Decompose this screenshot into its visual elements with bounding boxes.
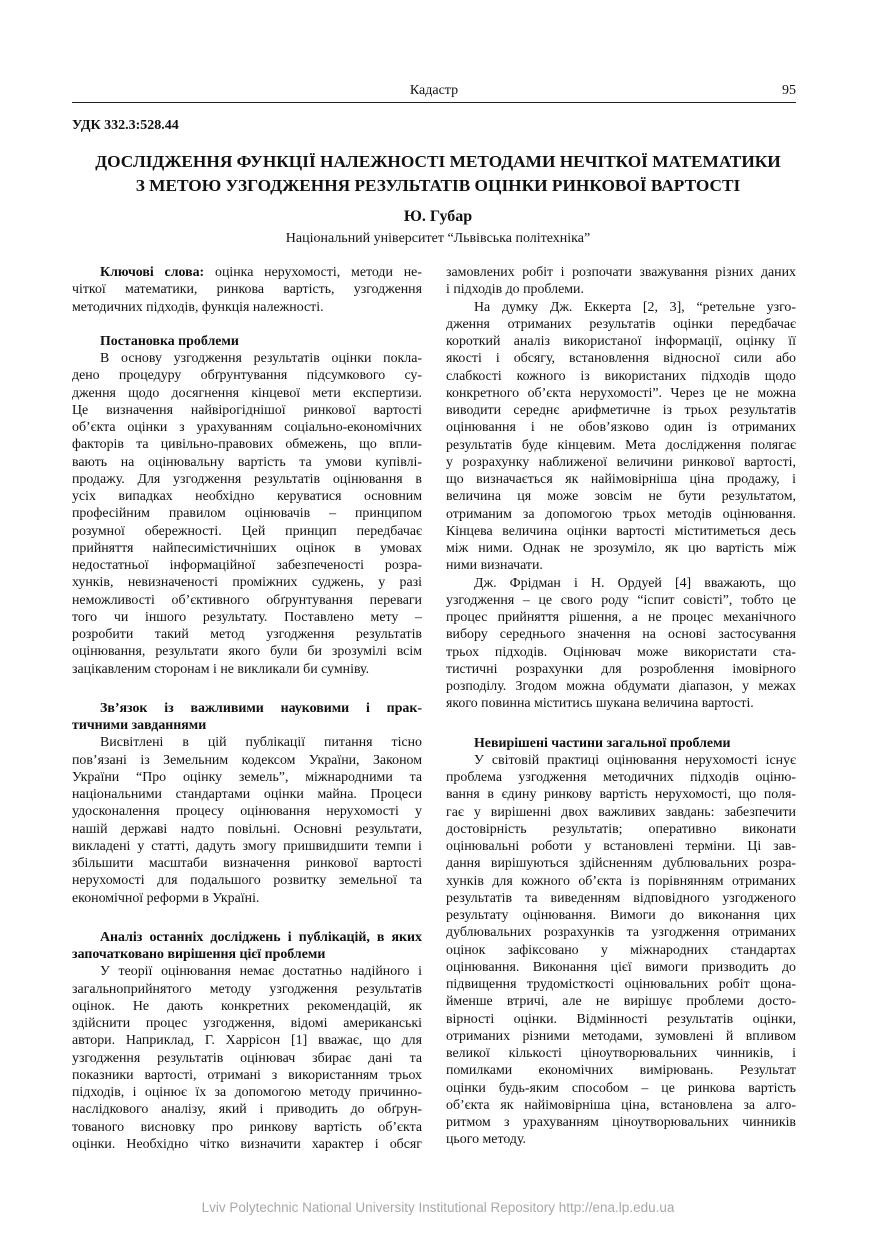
text-line: отриманих різними методами, зумовлені й впливом [446, 1028, 796, 1044]
text-line: підвищення трудомісткості оцінювальних робіт щона- [446, 977, 796, 992]
text-line: підходів, і оцінює їх за допомогою методу причинно- [72, 1085, 422, 1100]
text-line: викладені у статті, дадуть змогу пришвидшити темпи і [72, 838, 422, 854]
text-line: здійснити процес узгодження, відомі американські [72, 1016, 422, 1031]
text-line: В основу узгодження результатів оцінки покла- [100, 351, 422, 366]
author: Ю. Губар [403, 208, 473, 225]
keywords-label: Ключові слова: [100, 265, 205, 280]
text-line: великої кількості ціноутворювальних чинників, і [446, 1046, 796, 1061]
text-line: Невирішені частини загальної проблеми [474, 735, 731, 751]
text-line: методичних підходів, функція належності. [72, 299, 324, 315]
paragraph [72, 963, 422, 1153]
affiliation: Національний університет “Львівська політехніка” [285, 231, 591, 246]
text-line: помилками економічних вимірювань. Результат [446, 1063, 796, 1079]
text-line: трьох підходів. Оцінювач може використати ста- [446, 644, 796, 660]
section-heading [72, 929, 422, 964]
text-line: вірності оцінки. Відмінності результатів оцінки, [446, 1011, 796, 1027]
text-line: нашій державі надто повільні. Основні результати, [72, 821, 422, 837]
text-line: оцінювання, результати якого були би зрозумілі всім [72, 644, 422, 660]
text-line: У світовій практиці оцінювання нерухомості існує [474, 752, 796, 768]
text-line: національними стандартами оцінки майна. Процеси [72, 787, 422, 802]
text-line: дання вирішуються здійсненням дублювальних розра- [446, 856, 796, 872]
text-line: прийняття найпесимістичніших оцінок в умовах [72, 540, 422, 556]
paragraph [446, 299, 796, 575]
text-line: і підходів до проблеми. [446, 282, 584, 298]
text-line: ними визначати. [446, 558, 543, 574]
text-line: оцінювання і не обов’язково один із отриманих [446, 420, 796, 436]
text-line: Дж. Фрідман і Н. Ордуей [4] вважають, що [474, 575, 796, 591]
text-line: величина ця може зовсім не бути результатом, [446, 489, 796, 505]
text-line: наслідкового аналізу, який і приводить до обґрун- [72, 1102, 422, 1118]
text-line: пов’язані із Земельним кодексом України, Законом [72, 752, 422, 768]
text-line: розподілу. Згодом можна обдумати діапазон, у межах [446, 679, 796, 694]
text-line: узгодження результатів оцінювач збирає дані та [72, 1050, 422, 1066]
text-line [72, 264, 422, 281]
section-heading [72, 333, 422, 350]
text-line: розумної обережності. Цей принцип передбачає [72, 523, 422, 539]
text-line: оцінок зафіксовано у міжнародних стандартах [446, 942, 796, 958]
journal-section: Кадастр [409, 83, 459, 98]
text-line: об’єкта як найімовірніша ціна, встановлена за алго- [446, 1097, 796, 1113]
text-line: якого повинна міститись шукана величина вартості. [446, 696, 754, 712]
title-line: З МЕТОЮ УЗГОДЖЕННЯ РЕЗУЛЬТАТІВ ОЦІНКИ РИНКОВОЇ ВАРТОСТІ [135, 176, 741, 195]
text-line: узгодження – це свого роду “іспит совісті”, тобто це [446, 592, 796, 608]
text-line: ритмом з урахуванням ціноутворювальних чинників [446, 1115, 796, 1130]
text-line: результату оцінювання. Вимоги до виконання цих [446, 908, 796, 923]
section-heading [72, 700, 422, 735]
text-line: Кінцева величина оцінки вартості міститиметься десь [446, 523, 796, 539]
text-line: усіх випадках необхідно керуватися основним [72, 489, 422, 504]
text-line: результатів буде кінцевим. Мета дослідження полягає [446, 437, 796, 453]
text-line: України “Про оцінку земель”, міжнародними та [72, 769, 422, 785]
text-line: оцінок. Не дають конкретних рекомендацій, як [72, 998, 422, 1014]
text-line: професійним правилом оцінювачів – принципом [72, 506, 422, 522]
text-line: дено процедуру обґрунтування підсумкового су- [72, 368, 422, 384]
text-line: Зв’язок із важливими науковими і прак- [100, 700, 422, 716]
text-line: хунків для кожного об’єкта із порівнянням отриманих [446, 873, 796, 889]
text-line: гає у вирішенні двох важливих завдань: забезпечити [446, 804, 796, 820]
text-line: між ними. Однак не зрозуміло, як цю вартість між [446, 541, 796, 556]
keywords-text: оцінка нерухомості, методи не- [215, 265, 422, 280]
text-line: виводити середнє арифметичне із трьох результатів [446, 403, 796, 418]
text-line: зацікавленим сторонам і не викликали би сумніву. [72, 661, 370, 677]
keywords-paragraph [72, 264, 422, 316]
text-line: оцінки будь-яким способом – це ринкова вартість [446, 1080, 796, 1096]
text-line: недостатньої інформаційної забезпеченості розра- [72, 558, 422, 573]
text-line: слабкості кожного із використаних підходів щодо [446, 368, 796, 384]
article-title [60, 150, 816, 198]
text-line: тистичні розрахунки для розроблення імовірного [446, 661, 796, 677]
paragraph [72, 734, 422, 907]
text-line: На думку Дж. Еккерта [2, 3], “ретельне узго- [474, 299, 796, 315]
text-line: Аналіз останніх досліджень і публікацій, в яких [100, 929, 422, 945]
text-line: дження отриманих результатів оцінки передбачає [446, 316, 796, 332]
text-line: вають на оцінювальну вартість та умови купівлі- [72, 454, 422, 470]
text-line: що визначається як найімовірніша ціна продажу, і [446, 472, 796, 487]
text-line: вибору середнього значення на основі застосування [446, 627, 796, 643]
text-line: у розрахунку наближеної величини ринкової вартості, [446, 454, 796, 470]
text-line: замовлених робіт і розпочати зважування різних даних [446, 265, 796, 280]
text-line: достовірність результатів; оперативно виконати [446, 821, 796, 837]
text-line: оцінки. Необхідно чітко визначити характер і обсяг [72, 1136, 422, 1152]
text-line: факторів та цивільно-правових обмежень, що впли- [72, 437, 422, 453]
text-line: неможливості об’єктивного обґрунтування переваги [72, 592, 422, 608]
text-line: отриманим за допомогою трьох методів оцінювання. [446, 506, 796, 522]
text-line: проблема узгодження методичних підходів оціню- [446, 770, 796, 785]
text-line: продажу. Для узгодження результатів оцінювання в [72, 471, 422, 487]
text-line: удосконалення процесу оцінювання нерухомості у [72, 804, 422, 820]
text-line: Висвітлені в цій публікації питання тісно [100, 735, 422, 751]
text-line: чіткої математики, ринкова вартість, узгодження [72, 282, 422, 298]
running-header [72, 83, 796, 103]
text-line: збільшити масштаби визначення ринкової вартості [72, 856, 422, 871]
section-heading [446, 735, 796, 752]
text-line: тичними завданнями [72, 718, 207, 733]
text-line: результатів та виведенням відповідного узгодженого [446, 890, 796, 906]
left-column [72, 264, 422, 1153]
text-line: розробити такий метод узгодження результатів [72, 627, 422, 642]
title-line: ДОСЛІДЖЕННЯ ФУНКЦІЇ НАЛЕЖНОСТІ МЕТОДАМИ НЕЧІТКОЇ МАТЕМАТИКИ [95, 152, 781, 171]
text-line: оцінювання. Виконання цієї вимоги призводить до [446, 959, 796, 975]
text-line: цього методу. [446, 1132, 526, 1148]
text-line: процес прийняття рішення, а не процес механічного [446, 610, 796, 625]
text-line: започатковано вирішення цієї проблеми [72, 947, 326, 962]
repository-footer: Lviv Polytechnic National University Institutional Repository http://ena.lp.edu.ua [201, 1200, 675, 1215]
paragraph [446, 264, 796, 299]
text-line: дублювальних розрахунків та узгодження отриманих [446, 925, 796, 941]
text-line: вання в єдину ринкову вартість нерухомості, що поля- [446, 787, 796, 803]
text-line: конкретного об’єкта нерухомості”. Через це не можна [446, 385, 796, 401]
text-line: якості і обсягу, встановлення відносної сили або [446, 351, 796, 367]
text-line: загальноприйнятого методу узгодження результатів [72, 981, 422, 997]
page-number: 95 [782, 83, 796, 98]
text-line: показники вартості, отримані з використанням трьох [72, 1067, 422, 1083]
text-line: йменше втричі, але не вирішує проблеми досто- [446, 994, 796, 1010]
text-line: У теорії оцінювання немає достатньо надійного і [100, 964, 422, 980]
text-line: Це визначення найвірогіднішої ринкової вартості [72, 402, 422, 418]
text-line: Постановка проблеми [100, 333, 239, 349]
text-line: короткий аналіз використаної інформації, оцінку її [446, 334, 796, 349]
text-line: нерухомості для подальшого розвитку земельної та [72, 873, 422, 889]
text-line: автори. Наприклад, Г. Харрісон [1] вважає, що для [72, 1033, 422, 1049]
udc-code: УДК 332.3:528.44 [72, 118, 179, 133]
text-line: хунків, невизначеності проміжних суджень, у разі [72, 575, 422, 591]
paragraph [446, 575, 796, 713]
text-line: об’єкта оцінки з урахуванням соціально-економічних [72, 420, 422, 435]
text-line: тованого висновку про ринкову вартість об’єкта [72, 1119, 422, 1135]
right-column [446, 264, 796, 1149]
text-line: дження щодо досягнення кінцевої мети експертизи. [72, 385, 422, 401]
text-line: оцінювальні роботи у встановлені терміни. Ці зав- [446, 839, 796, 854]
text-line: економічної реформи в Україні. [72, 890, 260, 906]
paragraph [72, 350, 422, 678]
paragraph [446, 752, 796, 1149]
text-line: того чи іншого результату. Поставлено мету – [72, 609, 422, 625]
